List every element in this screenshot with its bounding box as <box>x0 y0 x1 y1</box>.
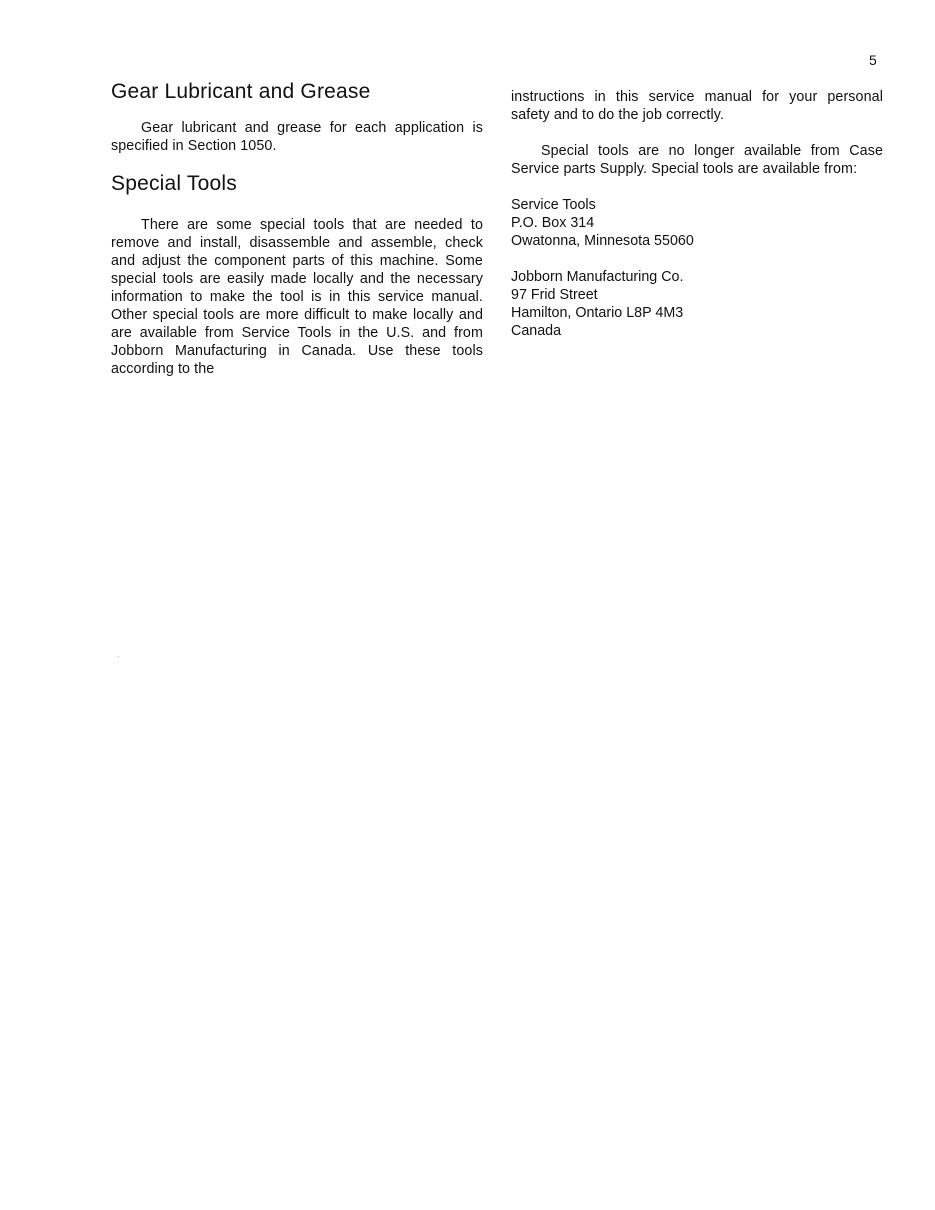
address-line: 97 Frid Street <box>511 287 598 303</box>
address-line: Hamilton, Ontario L8P 4M3 <box>511 305 684 321</box>
section-title-gear-lubricant: Gear Lubricant and Grease <box>111 80 371 103</box>
address-service-tools <box>511 196 883 250</box>
address-line: Canada <box>511 323 562 339</box>
section-title-special-tools: Special Tools <box>111 172 237 195</box>
continuation-paragraph: instructions in this service manual for your personal safety and to do the job correctly. <box>511 89 883 123</box>
address-line: Jobborn Manufacturing Co. <box>511 269 684 285</box>
section-body-gear-lubricant: Gear lubricant and grease for each application is specified in Section 1050. <box>111 120 483 154</box>
left-column <box>111 80 483 378</box>
availability-paragraph: Special tools are no longer available from Case Service parts Supply. Special tools are available from: <box>511 143 883 177</box>
address-line: Service Tools <box>511 197 596 213</box>
address-jobborn <box>511 268 883 340</box>
section-body-special-tools: There are some special tools that are needed to remove and install, disassemble and assemble, check and adjust the component parts of this machine. Some special tools are easily made locally and the necessary information to make the tool is in this service manual. Other special tools are more difficult to make locally and are available from Service Tools in the U.S. and from Jobborn Manufacturing in Canada. Use these tools according to the <box>111 217 483 377</box>
page-number: 5 <box>869 52 877 68</box>
scan-speck <box>118 656 119 657</box>
address-line: Owatonna, Minnesota 55060 <box>511 233 694 249</box>
address-line: P.O. Box 314 <box>511 215 595 231</box>
right-column <box>511 88 883 340</box>
